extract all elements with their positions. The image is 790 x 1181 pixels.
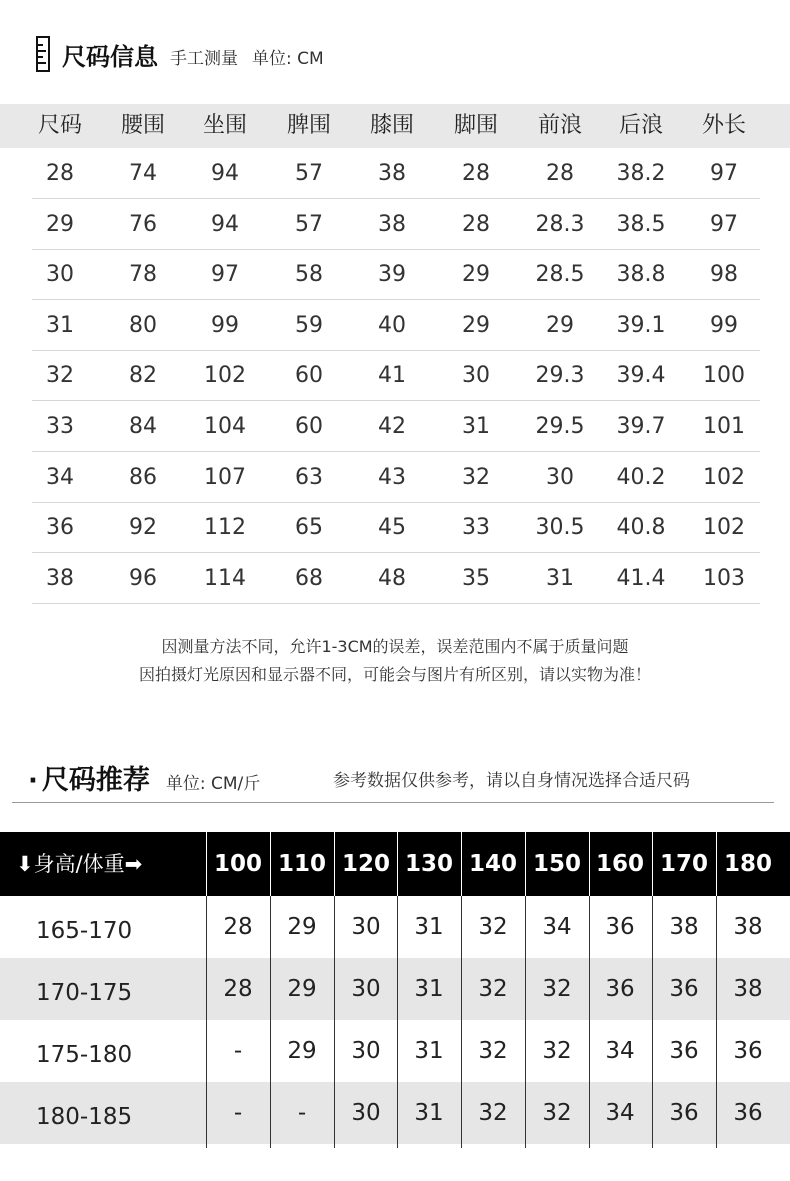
size-column-header: 尺码 — [37, 113, 83, 138]
photo-note: 因拍摄灯光原因和显示器不同，可能会与图片有所区别，请以实物为准！ — [138, 665, 651, 684]
size-cell: 30.5 — [535, 515, 585, 541]
recommended-size-cell: 30 — [351, 1038, 381, 1064]
recommended-size-cell: 32 — [478, 1038, 508, 1064]
recommended-size-cell: 32 — [542, 1038, 572, 1064]
body-column-divider — [525, 896, 526, 1148]
section-divider — [12, 802, 774, 803]
size-cell: 102 — [703, 464, 745, 490]
size-cell: 107 — [204, 464, 246, 490]
size-table-row — [0, 351, 790, 401]
size-column-header: 坐围 — [202, 113, 248, 138]
body-column-divider — [716, 896, 717, 1148]
height-range-label: 165-170 — [36, 918, 133, 944]
recommend-table-header — [0, 832, 790, 896]
size-cell: 96 — [129, 565, 157, 591]
size-info-title: 尺码信息 — [62, 42, 158, 71]
size-cell: 48 — [378, 565, 406, 591]
size-cell: 29 — [546, 312, 574, 338]
weight-column-header: 150 — [532, 851, 582, 877]
recommended-size-cell: 36 — [669, 1038, 699, 1064]
size-cell: 57 — [295, 161, 323, 186]
size-cell: 40.2 — [616, 464, 666, 490]
size-table-row — [0, 503, 790, 553]
size-cell: 43 — [378, 464, 406, 490]
size-cell: 29 — [462, 312, 490, 338]
recommend-title: 尺码推荐 — [41, 765, 150, 796]
recommended-size-cell: 31 — [414, 1100, 444, 1126]
size-cell: 33 — [46, 414, 74, 439]
size-cell: 84 — [129, 414, 157, 439]
header-column-divider — [206, 832, 207, 896]
body-column-divider — [206, 896, 207, 1148]
recommended-size-cell: 29 — [287, 976, 317, 1002]
size-table-row — [0, 200, 790, 250]
size-cell: 30 — [46, 262, 74, 288]
size-column-header: 膝围 — [369, 113, 415, 138]
measure-method-label: 手工测量 — [170, 48, 238, 69]
size-cell: 39.7 — [616, 414, 666, 439]
recommend-header — [28, 758, 260, 794]
recommended-size-cell: 36 — [669, 1100, 699, 1126]
size-cell: 82 — [129, 363, 157, 389]
size-table-header — [0, 104, 790, 148]
size-cell: 94 — [211, 211, 239, 237]
recommended-size-cell: 34 — [542, 914, 572, 940]
size-cell: 38 — [46, 565, 74, 591]
size-cell: 41.4 — [616, 565, 666, 591]
header-column-divider — [525, 832, 526, 896]
size-cell: 65 — [295, 515, 323, 541]
size-cell: 92 — [129, 515, 157, 541]
size-table-row — [0, 554, 790, 604]
height-weight-corner-label: ⬇身高/体重➡ — [16, 852, 143, 876]
body-column-divider — [334, 896, 335, 1148]
size-cell: 103 — [703, 565, 745, 591]
size-cell: 99 — [710, 312, 738, 338]
size-cell: 38.2 — [616, 161, 666, 186]
size-cell: 58 — [295, 262, 323, 288]
size-cell: 104 — [204, 414, 246, 439]
size-cell: 36 — [46, 515, 74, 541]
size-cell: 38 — [378, 211, 406, 237]
measurement-note: 因测量方法不同，允许1-3CM的误差，误差范围内不属于质量问题 — [161, 637, 629, 656]
size-table-row — [0, 250, 790, 300]
size-column-header: 腰围 — [120, 113, 166, 138]
weight-column-header: 160 — [595, 851, 645, 877]
header-column-divider — [397, 832, 398, 896]
size-cell: 31 — [462, 414, 490, 439]
body-column-divider — [589, 896, 590, 1148]
recommended-size-cell: 38 — [733, 914, 763, 940]
size-cell: 59 — [295, 312, 323, 338]
body-column-divider — [652, 896, 653, 1148]
size-info-header — [36, 36, 324, 72]
header-column-divider — [716, 832, 717, 896]
size-cell: 38 — [378, 161, 406, 186]
recommend-table-row — [0, 1020, 790, 1082]
size-cell: 32 — [46, 363, 74, 389]
size-cell: 78 — [129, 262, 157, 288]
size-cell: 74 — [129, 161, 157, 186]
size-cell: 57 — [295, 211, 323, 237]
size-cell: 39.4 — [616, 363, 666, 389]
weight-column-header: 140 — [468, 851, 518, 877]
recommended-size-cell: 36 — [733, 1100, 763, 1126]
size-cell: 63 — [295, 464, 323, 490]
size-cell: 80 — [129, 312, 157, 338]
recommended-size-cell: 31 — [414, 976, 444, 1002]
size-cell: 42 — [378, 414, 406, 439]
size-cell: 38.8 — [616, 262, 666, 288]
recommended-size-cell: 30 — [351, 914, 381, 940]
size-cell: 29.5 — [535, 414, 585, 439]
header-column-divider — [589, 832, 590, 896]
size-cell: 102 — [703, 515, 745, 541]
weight-column-header: 110 — [277, 851, 327, 877]
unit-label: 单位: CM — [252, 48, 324, 69]
recommended-size-cell: 36 — [605, 976, 635, 1002]
size-cell: 97 — [211, 262, 239, 288]
recommended-size-cell: 38 — [733, 976, 763, 1002]
size-column-header: 前浪 — [537, 113, 583, 138]
recommended-size-cell: 30 — [351, 976, 381, 1002]
size-cell: 39.1 — [616, 312, 666, 338]
recommended-size-cell: 32 — [478, 976, 508, 1002]
size-cell: 30 — [462, 363, 490, 389]
recommended-size-cell: - — [297, 1100, 307, 1126]
recommended-size-cell: 36 — [605, 914, 635, 940]
size-cell: 29 — [462, 262, 490, 288]
weight-column-header: 100 — [213, 851, 263, 877]
height-range-label: 170-175 — [36, 980, 133, 1006]
recommend-table-row — [0, 958, 790, 1020]
recommended-size-cell: 32 — [542, 1100, 572, 1126]
size-cell: 28 — [546, 161, 574, 186]
size-cell: 100 — [703, 363, 745, 389]
size-cell: 102 — [204, 363, 246, 389]
size-cell: 97 — [710, 211, 738, 237]
size-cell: 101 — [703, 414, 745, 439]
recommended-size-cell: 34 — [605, 1100, 635, 1126]
header-column-divider — [461, 832, 462, 896]
recommended-size-cell: 38 — [669, 914, 699, 940]
size-cell: 40.8 — [616, 515, 666, 541]
size-cell: 31 — [546, 565, 574, 591]
size-table-row — [0, 453, 790, 503]
recommend-unit-label: 单位: CM/斤 — [165, 774, 261, 794]
recommended-size-cell: - — [233, 1100, 243, 1126]
size-cell: 97 — [710, 161, 738, 186]
ruler-icon — [36, 36, 50, 72]
header-column-divider — [652, 832, 653, 896]
size-cell: 45 — [378, 515, 406, 541]
header-column-divider — [270, 832, 271, 896]
height-range-label: 180-185 — [36, 1104, 133, 1130]
weight-column-header: 170 — [659, 851, 709, 877]
weight-column-header: 120 — [341, 851, 391, 877]
weight-column-header: 180 — [723, 851, 773, 877]
weight-column-header: 130 — [404, 851, 454, 877]
body-column-divider — [397, 896, 398, 1148]
size-column-header: 脾围 — [286, 113, 332, 138]
recommended-size-cell: 32 — [478, 914, 508, 940]
size-cell: 76 — [129, 211, 157, 237]
size-cell: 33 — [462, 515, 490, 541]
size-cell: 29 — [46, 211, 74, 237]
size-cell: 32 — [462, 464, 490, 490]
size-cell: 60 — [295, 363, 323, 389]
recommended-size-cell: 28 — [223, 976, 253, 1002]
header-column-divider — [334, 832, 335, 896]
size-cell: 28 — [462, 211, 490, 237]
recommended-size-cell: 32 — [478, 1100, 508, 1126]
size-cell: 28 — [46, 161, 74, 186]
size-cell: 86 — [129, 464, 157, 490]
size-cell: 30 — [546, 464, 574, 490]
size-column-header: 外长 — [701, 113, 747, 138]
size-cell: 94 — [211, 161, 239, 186]
size-cell: 31 — [46, 312, 74, 338]
recommend-table-row — [0, 896, 790, 958]
recommended-size-cell: 36 — [733, 1038, 763, 1064]
size-table-row — [0, 301, 790, 351]
size-cell: 28.5 — [535, 262, 585, 288]
recommended-size-cell: 31 — [414, 914, 444, 940]
size-cell: 34 — [46, 464, 74, 490]
body-column-divider — [270, 896, 271, 1148]
size-cell: 99 — [211, 312, 239, 338]
size-table-row — [0, 402, 790, 452]
size-cell: 98 — [710, 262, 738, 288]
size-cell: 28 — [462, 161, 490, 186]
row-divider — [32, 603, 760, 604]
size-cell: 39 — [378, 262, 406, 288]
size-column-header: 脚围 — [453, 113, 499, 138]
size-table-row — [0, 149, 790, 199]
recommended-size-cell: 28 — [223, 914, 253, 940]
recommended-size-cell: 34 — [605, 1038, 635, 1064]
size-cell: 40 — [378, 312, 406, 338]
size-cell: 38.5 — [616, 211, 666, 237]
bullet-dot: · — [28, 766, 38, 796]
body-column-divider — [461, 896, 462, 1148]
size-column-header: 后浪 — [618, 113, 664, 138]
height-range-label: 175-180 — [36, 1042, 133, 1068]
size-cell: 114 — [204, 565, 246, 591]
recommend-table-row — [0, 1082, 790, 1144]
recommended-size-cell: 30 — [351, 1100, 381, 1126]
size-cell: 28.3 — [535, 211, 585, 237]
size-cell: 41 — [378, 363, 406, 389]
size-cell: 60 — [295, 414, 323, 439]
recommend-note: 参考数据仅供参考，请以自身情况选择合适尺码 — [333, 771, 690, 791]
size-cell: 112 — [204, 515, 246, 541]
recommended-size-cell: 31 — [414, 1038, 444, 1064]
recommended-size-cell: - — [233, 1038, 243, 1064]
recommended-size-cell: 32 — [542, 976, 572, 1002]
recommended-size-cell: 36 — [669, 976, 699, 1002]
size-cell: 35 — [462, 565, 490, 591]
size-cell: 68 — [295, 565, 323, 591]
size-cell: 29.3 — [535, 363, 585, 389]
recommended-size-cell: 29 — [287, 914, 317, 940]
recommended-size-cell: 29 — [287, 1038, 317, 1064]
